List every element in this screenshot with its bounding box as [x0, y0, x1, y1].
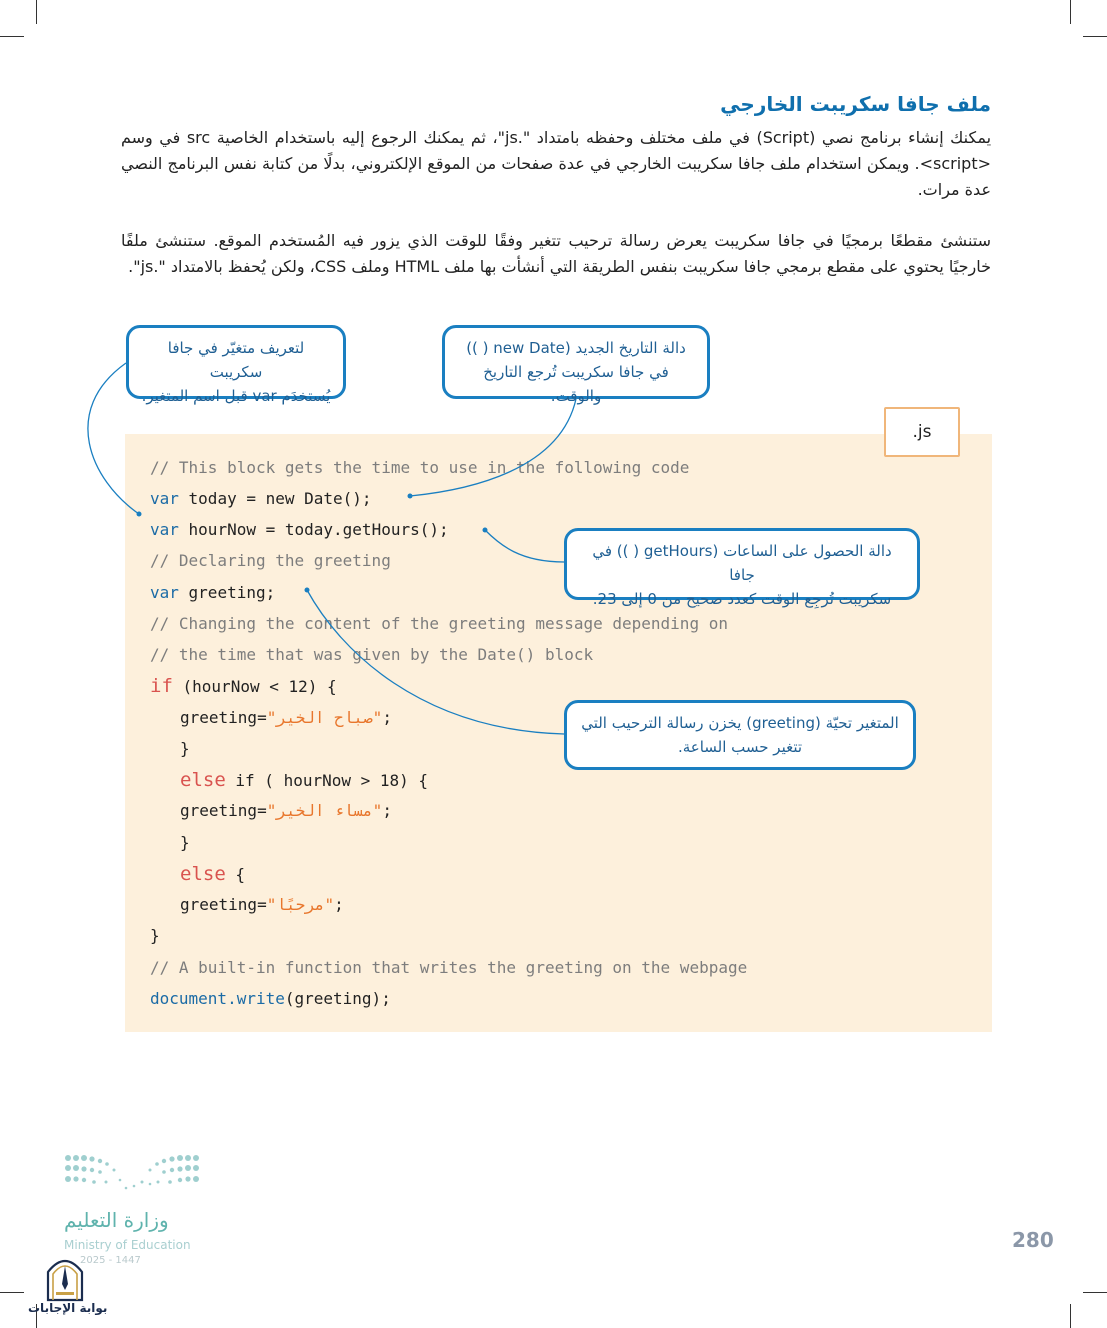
- leader-dot-var: [137, 512, 142, 517]
- ministry-logo-icon: [64, 1152, 200, 1196]
- ministry-name-english: Ministry of Education: [64, 1238, 191, 1252]
- code-text: greeting=: [180, 708, 267, 727]
- code-text: greeting;: [178, 583, 276, 602]
- portal-label: بوابة الإجابات: [28, 1301, 108, 1315]
- code-keyword: else: [180, 863, 226, 885]
- code-keyword: var: [150, 489, 179, 508]
- callout-var: [126, 325, 346, 405]
- code-keyword: else: [180, 769, 226, 791]
- code-comment: // the time that was given by the Date() block: [150, 645, 594, 664]
- code-text: if ( hourNow > 18) {: [225, 771, 429, 790]
- task-paragraph: ستنشئ مقطعًا برمجيًا في جافا سكريبت يعرض رسالة ترحيب تتغير وفقًا للوقت الذي يزور فيه المُستخدم الموقع. ستنشئ ملفًا خارجيًا يحتوي على مقطع برمجي جافا سكريبت بنفس الطريقة التي أنشأت بها ملف HTML وملف CSS، ولكن يُحفظ بالامتداد ".js".: [121, 231, 991, 276]
- code-comment: // Changing the content of the greeting message depending on: [150, 614, 728, 633]
- code-text: greeting=: [180, 895, 267, 914]
- leader-line-greeting: [307, 590, 564, 734]
- leader-dot-greeting: [305, 588, 310, 593]
- callout-line: يُستخدَم var قبل اسم المتغير.: [141, 387, 331, 405]
- callout-line: دالة الحصول على الساعات (getHours ( )) في جافا: [592, 542, 892, 584]
- code-brace: }: [150, 926, 160, 945]
- code-text: (hourNow < 12) {: [172, 677, 337, 696]
- code-keyword: if: [150, 675, 173, 697]
- callout-get-hours: [564, 528, 920, 608]
- code-comment: // This block gets the time to use in the following code: [150, 458, 690, 477]
- callout-line: المتغير تحيّة (greeting) يخزن رسالة الترحيب التي: [581, 714, 899, 732]
- code-string: "صباح الخير": [266, 708, 383, 727]
- callout-line: لتعريف متغيّر في جافا سكريبت: [167, 339, 305, 381]
- code-string: "مساء الخير": [266, 801, 383, 820]
- callout-line: سكريبت تُرجِع الوقت كعدد صحيح من 0 إلى 23.: [592, 590, 892, 608]
- leader-line-date: [410, 399, 576, 496]
- code-text: hourNow = today.getHours();: [178, 520, 449, 539]
- code-text: (greeting);: [284, 989, 391, 1008]
- intro-paragraph: يمكنك إنشاء برنامج نصي (Script) في ملف مختلف وحفظه بامتداد ".js"، ثم يمكنك الرجوع إليه باستخدام الخاصية src في وسم <script>. ويمكن استخدام ملف جافا سكريبت الخارجي في عدة صفحات من الموقع الإلكتروني، بدلًا من كتابة نفس البرنامج النصي عدة مرات.: [121, 128, 992, 199]
- code-text: ;: [382, 801, 392, 820]
- code-text: {: [225, 865, 246, 884]
- callout-line: في جافا سكريبت تُرجع التاريخ والوقت.: [483, 363, 669, 405]
- code-brace: }: [180, 739, 190, 758]
- ministry-year: 2025 - 1447: [80, 1255, 141, 1266]
- code-keyword: var: [150, 520, 179, 539]
- callout-new-date: [442, 325, 710, 405]
- callout-line: تتغير حسب الساعة.: [677, 738, 803, 756]
- portal-logo-icon: [44, 1254, 86, 1302]
- code-text: ;: [334, 895, 344, 914]
- code-text: greeting=: [180, 801, 267, 820]
- callout-line: دالة التاريخ الجديد (new Date ( )): [466, 339, 686, 357]
- ministry-name-arabic: وزارة التعليم: [64, 1208, 169, 1232]
- leader-dot-date: [408, 494, 413, 499]
- code-text: today = new Date();: [178, 489, 372, 508]
- callout-greeting: [564, 700, 916, 770]
- code-comment: // A built-in function that writes the greeting on the webpage: [150, 958, 748, 977]
- code-brace: }: [180, 833, 190, 852]
- code-function: document.write: [150, 989, 285, 1008]
- section-title: ملف جافا سكريبت الخارجي: [720, 92, 991, 116]
- page-number: 280: [1012, 1228, 1054, 1252]
- leader-dot-hours: [483, 528, 488, 533]
- code-text: ;: [382, 708, 392, 727]
- leader-line-hours: [485, 530, 564, 562]
- code-comment: // Declaring the greeting: [150, 551, 391, 570]
- code-string: "مرحبًا": [266, 895, 335, 914]
- code-keyword: var: [150, 583, 179, 602]
- file-extension-tag: .js: [884, 407, 960, 457]
